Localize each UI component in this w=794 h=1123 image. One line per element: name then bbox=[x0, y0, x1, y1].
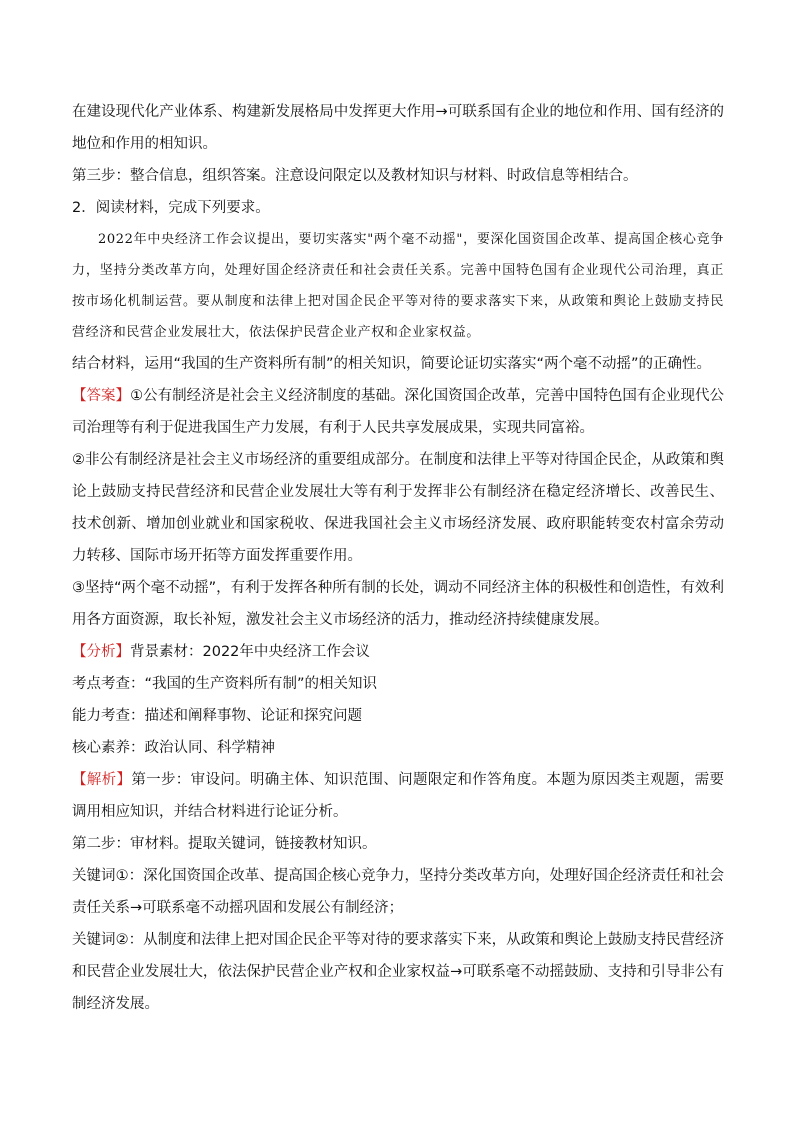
question-prompt: 结合材料，运用“我国的生产资料所有制”的相关知识，简要论证切实落实“两个毫不动摇”的正确性。 bbox=[72, 356, 712, 372]
answer-point-1 bbox=[72, 380, 724, 444]
analysis-background-text: 背景素材：2022年中央经济工作会议 bbox=[130, 644, 370, 660]
analysis-kaodian: 考点考查：“我国的生产资料所有制”的相关知识 bbox=[72, 676, 378, 692]
jiexi-tag: 【解析】 bbox=[72, 772, 132, 788]
analysis-suyang: 核心素养：政治认同、科学精神 bbox=[72, 740, 275, 756]
reading-material: 2022年中央经济工作会议提出，要切实落实"两个毫不动摇"，要深化国资国企改革、提高国企核心竞争力，坚持分类改革方向，处理好国企经济责任和社会责任关系。完善中国特色国有企业现代公司治理，真正按市场化机制运营。要从制度和法律上把对国企民企平等对待的要求落实下来，从政策和舆论上鼓励支持民营经济和民营企业发展壮大，依法保护民营企业产权和企业家权益。 bbox=[72, 232, 724, 340]
answer-point-3: ③坚持“两个毫不动摇”，有利于发挥各种所有制的长处，调动不同经济主体的积极性和创造性，有效利用各方面资源，取长补短，激发社会主义市场经济的活力，推动经济持续健康发展。 bbox=[72, 580, 724, 628]
analysis-nengli: 能力考查：描述和阐释事物、论证和探究问题 bbox=[72, 708, 362, 724]
analysis-tag: 【分析】 bbox=[72, 644, 130, 660]
keyword-1: 关键词①：深化国资国企改革、提高国企核心竞争力，坚持分类改革方向，处理好国企经济责任和社会责任关系→可联系毫不动摇巩固和发展公有制经济； bbox=[72, 868, 724, 916]
step-three: 第三步：整合信息，组织答案。注意设问限定以及教材知识与材料、时政信息等相结合。 bbox=[72, 168, 638, 184]
answer-tag: 【答案】 bbox=[72, 388, 131, 404]
jiexi-step-2: 第二步：审材料。提取关键词，链接教材知识。 bbox=[72, 836, 377, 852]
analysis-background bbox=[72, 636, 724, 668]
keyword-2: 关键词②：从制度和法律上把对国企民企平等对待的要求落实下来，从政策和舆论上鼓励支持民营经济和民营企业发展壮大，依法保护民营企业产权和企业家权益→可联系毫不动摇鼓励、支持和引导非公有制经济发展。 bbox=[72, 932, 724, 1012]
paragraph-continuation: 在建设现代化产业体系、构建新发展格局中发挥更大作用→可联系国有企业的地位和作用、国有经济的地位和作用的相知识。 bbox=[72, 104, 724, 152]
answer-text-1: ①公有制经济是社会主义经济制度的基础。深化国资国企改革，完善中国特色国有企业现代公司治理等有利于促进我国生产力发展，有利于人民共享发展成果，实现共同富裕。 bbox=[72, 388, 724, 436]
answer-point-2: ②非公有制经济是社会主义市场经济的重要组成部分。在制度和法律上平等对待国企民企，从政策和舆论上鼓励支持民营经济和民营企业发展壮大等有利于发挥非公有制经济在稳定经济增长、改善民生、技术创新、增加创业就业和国家税收、保进我国社会主义市场经济发展、政府职能转变农村富余劳动力转移、国际市场开拓等方面发挥重要作用。 bbox=[72, 452, 724, 564]
jiexi-step-1-text: 第一步：审设问。明确主体、知识范围、问题限定和作答角度。本题为原因类主观题，需要调用相应知识，并结合材料进行论证分析。 bbox=[72, 772, 725, 820]
document-page bbox=[72, 96, 724, 1020]
jiexi-step-1 bbox=[72, 764, 724, 828]
question-title: 2．阅读材料，完成下列要求。 bbox=[72, 200, 270, 216]
